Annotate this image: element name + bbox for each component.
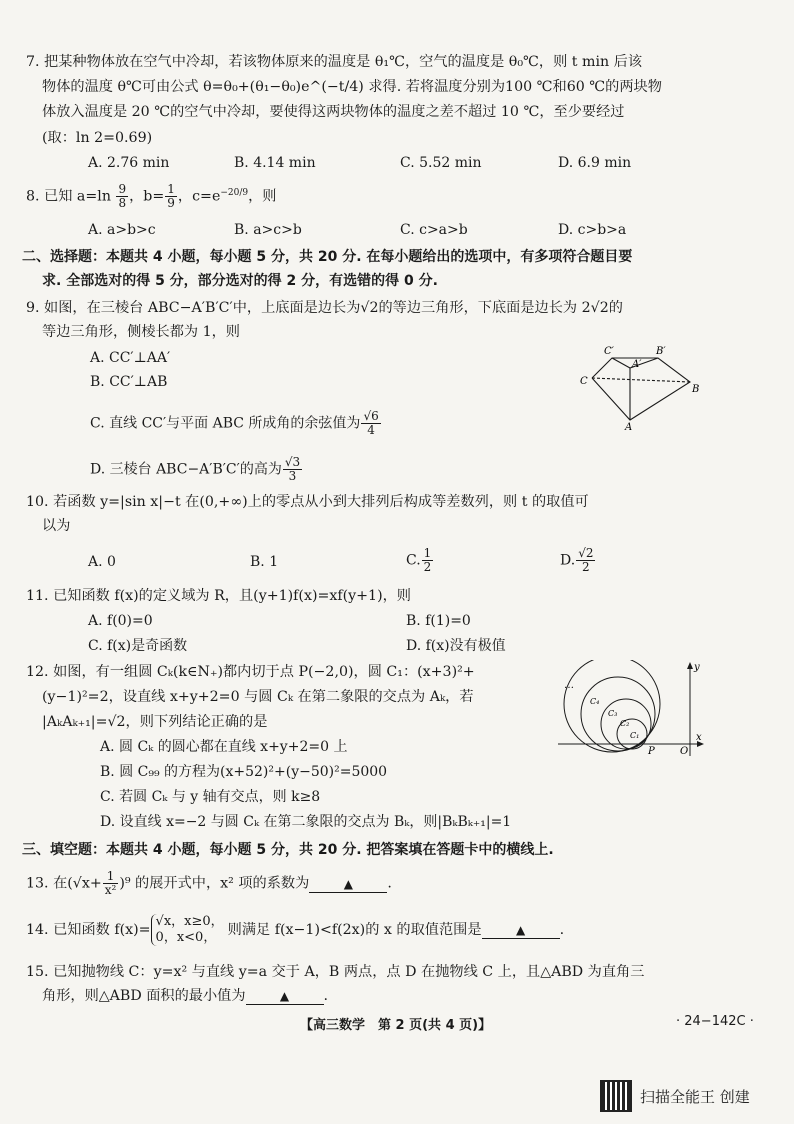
q8-lead: 8. 已知 a=ln (26, 188, 111, 205)
q15-end: . (323, 988, 329, 1004)
q9-option-d-fraction (283, 456, 302, 483)
fig-label-c1: C₁ (630, 731, 640, 740)
label-c-prime: C′ (604, 346, 614, 357)
page-footer: 【高三数学 第 2 页(共 4 页)】 (300, 1018, 492, 1033)
q8-stem (26, 183, 277, 210)
q13-answer-marker: ▲ (343, 876, 353, 891)
q9-option-a: A. CC′⊥AA′ (90, 350, 171, 366)
q8-c-pre: ，c=e (177, 188, 221, 205)
q15-line1: 15. 已知抛物线 C：y=x² 与直线 y=a 交于 A，B 两点，点 D 在抛物线 C 上，且△ABD 为直角三 (26, 964, 645, 980)
q10-line2: 以为 (42, 518, 71, 534)
q9-option-d-den: 3 (288, 469, 297, 483)
section2-heading-line2: 求. 全部选对的得 5 分，部分选对的得 2 分，有选错的得 0 分. (42, 273, 438, 289)
q10-option-c (406, 547, 434, 574)
q8-b-fraction (165, 183, 177, 210)
q11-option-c: C. f(x)是奇函数 (88, 638, 188, 654)
q14-end: . (559, 922, 565, 938)
q10-line1: 10. 若函数 y=|sin x|−t 在(0,+∞)上的零点从小到大排列后构成等差数列，则 t 的取值可 (26, 494, 589, 510)
q12-line2: (y−1)²=2，设直线 x+y+2=0 与圆 Cₖ 在第二象限的交点为 Aₖ，若 (42, 689, 474, 705)
q10-option-d-den: 2 (582, 560, 590, 574)
scanner-watermark (600, 1080, 780, 1116)
fig-label-c4: C₄ (590, 697, 600, 706)
q7-option-a: A. 2.76 min (88, 155, 170, 171)
q12-option-a: A. 圆 Cₖ 的圆心都在直线 x+y+2=0 上 (100, 739, 348, 755)
q13-end: . (387, 875, 392, 892)
q7-option-d: D. 6.9 min (558, 155, 632, 171)
q8-option-a: A. a>b>c (88, 222, 156, 238)
fig-label-x: x (696, 732, 702, 743)
section2-heading-line1: 二、选择题：本题共 4 小题，每小题 5 分，共 20 分. 在每小题给出的选项中，有多项符合题目要 (22, 249, 633, 265)
q8-option-c: C. c>a>b (400, 222, 468, 238)
q10-option-c-den: 2 (423, 560, 432, 574)
q14-post: 则满足 f(x−1)<f(2x)的 x 的取值范围是 (227, 922, 482, 938)
q11-option-b: B. f(1)=0 (406, 613, 471, 629)
q8-b-den: 9 (167, 196, 175, 211)
q10-option-a: A. 0 (88, 554, 116, 570)
q10-option-d-num: √2 (578, 546, 594, 560)
fig-label-c3: C₃ (608, 709, 618, 718)
q12-option-d: D. 设直线 x=−2 与圆 Cₖ 在第二象限的交点为 Bₖ，则|BₖBₖ₊₁|=1 (100, 814, 512, 830)
qr-code-icon (600, 1080, 632, 1112)
q9-option-d (90, 456, 303, 483)
fig-label-ellipsis: … (564, 680, 574, 691)
q13-num: 1 (103, 870, 119, 884)
label-b: B (692, 384, 700, 395)
nested-circles-figure (556, 660, 706, 760)
q12-line3: |AₖAₖ₊₁|=√2，则下列结论正确的是 (42, 714, 268, 730)
q8-b-num: 1 (167, 182, 175, 197)
q14-answer-marker: ▲ (515, 923, 526, 937)
q7-line3: 体放入温度是 20 ℃的空气中冷却，要使得这两块物体的温度之差不超过 10 ℃，至少要经过 (42, 104, 625, 120)
q8-a-fraction (116, 183, 128, 210)
q9-line2: 等边三角形，侧棱长都为 1，则 (42, 324, 240, 340)
q9-option-c-fraction (361, 410, 380, 437)
frustum-figure (570, 340, 710, 430)
q8-b-pre: ，b= (129, 188, 165, 205)
q10-option-d (560, 547, 596, 574)
page-code: · 24−142C · (676, 1014, 754, 1029)
q9-line1: 9. 如图，在三棱台 ABC−A′B′C′中，上底面是边长为√2的等边三角形，下底面是边长为 2√2的 (26, 300, 623, 316)
q10-option-c-fraction (422, 547, 434, 574)
q14-answer-blank (482, 922, 560, 939)
fig-label-y: y (694, 662, 700, 673)
q15-answer-blank (246, 988, 324, 1005)
q7-option-c: C. 5.52 min (400, 155, 482, 171)
q9-option-d-num: √3 (284, 455, 301, 469)
q15-line2 (42, 986, 328, 1006)
q14-case2: 0，x<0， (155, 930, 217, 945)
q11-option-a: A. f(0)=0 (88, 613, 153, 629)
q8-c-exp: −20/9 (220, 188, 249, 198)
q8-tail: ，则 (248, 188, 277, 205)
q11-line1: 11. 已知函数 f(x)的定义域为 R，且(y+1)f(x)=xf(y+1)，则 (26, 588, 411, 604)
q12-line1: 12. 如图，有一组圆 Cₖ(k∈N₊)都内切于点 P(−2,0)，圆 C₁：(x+3)²+ (26, 664, 475, 680)
q7-line1: 7. 把某种物体放在空气中冷却，若该物体原来的温度是 θ₁℃，空气的温度是 θ₀℃，则 t min 后该 (26, 54, 643, 70)
section3-heading: 三、填空题：本题共 4 小题，每小题 5 分，共 20 分. 把答案填在答题卡中的横线上. (22, 842, 554, 858)
q15-answer-marker: ▲ (279, 989, 290, 1003)
q9-option-c-num: √6 (363, 409, 379, 423)
label-c: C (580, 376, 588, 387)
label-a: A (625, 422, 633, 430)
q10-option-b: B. 1 (250, 554, 279, 570)
fig-label-p: P (648, 746, 655, 757)
q13-stem (26, 870, 392, 897)
q9-option-b: B. CC′⊥AB (90, 374, 168, 390)
q11-option-d: D. f(x)没有极值 (406, 638, 506, 654)
q9-option-d-text: D. 三棱台 ABC−A′B′C′的高为 (90, 461, 282, 478)
label-b-prime: B′ (656, 346, 666, 357)
q10-option-d-fraction (576, 547, 595, 574)
q9-option-c-text: C. 直线 CC′与平面 ABC 所成角的余弦值为 (90, 415, 361, 432)
q15-line2-text: 角形，则△ABD 面积的最小值为 (42, 988, 246, 1004)
q14-case1: √x，x≥0， (155, 914, 224, 929)
q7-line4: (取：ln 2=0.69) (42, 130, 153, 146)
q9-option-c-den: 4 (367, 423, 375, 437)
q14-pre: 14. 已知函数 f(x)= (26, 922, 151, 938)
q14-piecewise (151, 914, 224, 946)
label-a-prime: A′ (632, 359, 642, 370)
q9-option-c (90, 410, 382, 437)
q13-fraction (103, 870, 119, 897)
fig-label-c2: C₂ (620, 719, 630, 728)
q8-a-num: 9 (118, 182, 127, 197)
q13-den: x² (104, 883, 117, 897)
scanner-text: 扫描全能王 创建 (640, 1088, 750, 1106)
q13-post: )⁹ 的展开式中，x² 项的系数为 (119, 875, 310, 892)
q12-option-c: C. 若圆 Cₖ 与 y 轴有交点，则 k≥8 (100, 789, 321, 805)
q10-option-d-label: D. (560, 552, 576, 569)
fig-label-o: O (680, 746, 689, 757)
q12-option-b: B. 圆 C₉₉ 的方程为(x+52)²+(y−50)²=5000 (100, 764, 388, 780)
q13-answer-blank (309, 876, 387, 893)
q8-option-b: B. a>c>b (234, 222, 302, 238)
q8-a-den: 8 (118, 196, 127, 211)
q13-pre: 13. 在(√x+ (26, 875, 102, 892)
q7-option-b: B. 4.14 min (234, 155, 316, 171)
q10-option-c-label: C. (406, 552, 421, 569)
q10-option-c-num: 1 (423, 546, 432, 560)
q7-line2: 物体的温度 θ℃可由公式 θ=θ₀+(θ₁−θ₀)e^(−t/4) 求得. 若将温度分别为100 ℃和60 ℃的两块物 (42, 79, 662, 95)
q8-option-d: D. c>b>a (558, 222, 627, 238)
q14-stem (26, 914, 564, 946)
